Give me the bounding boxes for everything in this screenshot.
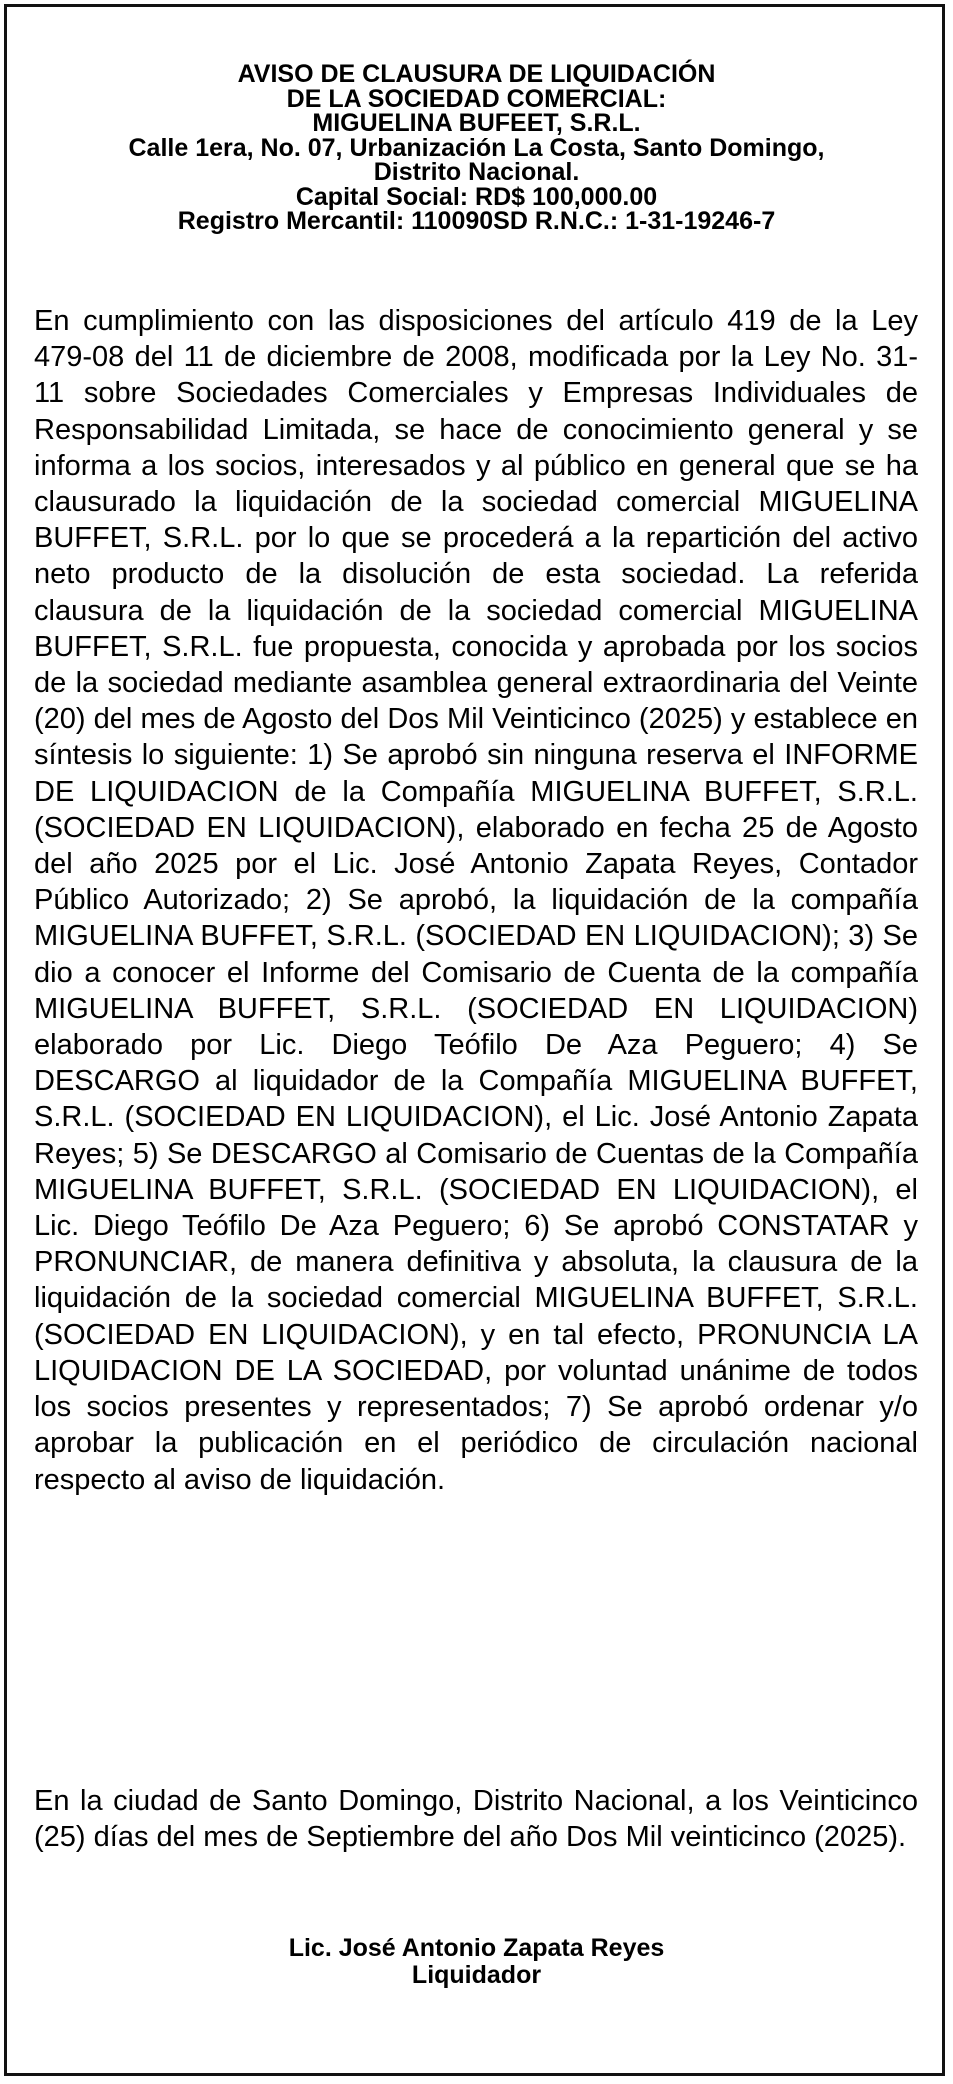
notice-header — [40, 62, 913, 234]
notice-subtitle: DE LA SOCIEDAD COMERCIAL: — [286, 84, 667, 113]
signatory-title: Liquidador — [411, 1961, 542, 1989]
signatory-name: Lic. José Antonio Zapata Reyes — [288, 1934, 665, 1962]
main-paragraph: En cumplimiento con las disposiciones del artículo 419 de la Ley 479-08 del 11 de diciembre de 2008, modificada por la Ley No. 31-11 sobre Sociedades Comerciales y Empresas Individuales de Responsabilidad Limitada, se hace de conocimiento general y se informa a los socios, interesados y al público en general que se ha clausurado la liquidación de la sociedad comercial MIGUELINA BUFFET, S.R.L. por lo que se procederá a la repartición del activo neto producto de la disolución de esta sociedad. La referida clausura de la liquidación de la sociedad comercial MIGUELINA BUFFET, S.R.L. fue propuesta, conocida y aprobada por los socios de la sociedad mediante asamblea general extraordinaria del Veinte (20) del mes de Agosto del Dos Mil Veinticinco (2025) y establece en síntesis lo siguiente: 1) Se aprobó sin ninguna reserva el INFORME DE LIQUIDACION de la Compañía MIGUELINA BUFFET, S.R.L. (SOCIEDAD EN LIQUIDACION), elaborado en fecha 25 de Agosto del año 2025 por el Lic. José Antonio Zapata Reyes, Contador Público Autorizado; 2) Se aprobó, la liquidación de la compañía MIGUELINA BUFFET, S.R.L. (SOCIEDAD EN LIQUIDACION); 3) Se dio a conocer el Informe del Comisario de Cuenta de la compañía MIGUELINA BUFFET, S.R.L. (SOCIEDAD EN LIQUIDACION) elaborado por Lic. Diego Teófilo De Aza Peguero; 4) Se DESCARGO al liquidador de la Compañía MIGUELINA BUFFET, S.R.L. (SOCIEDAD EN LIQUIDACION), el Lic. José Antonio Zapata Reyes; 5) Se DESCARGO al Comisario de Cuentas de la Compañía MIGUELINA BUFFET, S.R.L. (SOCIEDAD EN LIQUIDACION), el Lic. Diego Teófilo De Aza Peguero; 6) Se aprobó CONSTATAR y PRONUNCIAR, de manera definitiva y absoluta, la clausura de la liquidación de la sociedad comercial MIGUELINA BUFFET, S.R.L. (SOCIEDAD EN LIQUIDACION), y en tal efecto, PRONUNCIA LA LIQUIDACION DE LA SOCIEDAD, por voluntad unánime de todos los socios presentes y representados; 7) Se aprobó ordenar y/o aprobar la publicación en el periódico de circulación nacional respecto al aviso de liquidación. — [34, 305, 918, 1496]
registration-info: Registro Mercantil: 110090SD R.N.C.: 1-31-19246-7 — [177, 207, 776, 235]
company-name: MIGUELINA BUFEET, S.R.L. — [312, 109, 641, 137]
company-address: Calle 1era, No. 07, Urbanización La Costa, Santo Domingo, — [128, 133, 825, 162]
closing-paragraph: En la ciudad de Santo Domingo, Distrito Nacional, a los Veinticinco (25) días del mes de Septiembre del año Dos Mil veinticinco (2025). — [34, 1785, 918, 1854]
company-address-city: Distrito Nacional. — [373, 158, 580, 186]
capital-social: Capital Social: RD$ 100,000.00 — [295, 182, 658, 211]
notice-title: AVISO DE CLAUSURA DE LIQUIDACIÓN — [237, 60, 716, 88]
signature-block — [40, 1935, 913, 1989]
